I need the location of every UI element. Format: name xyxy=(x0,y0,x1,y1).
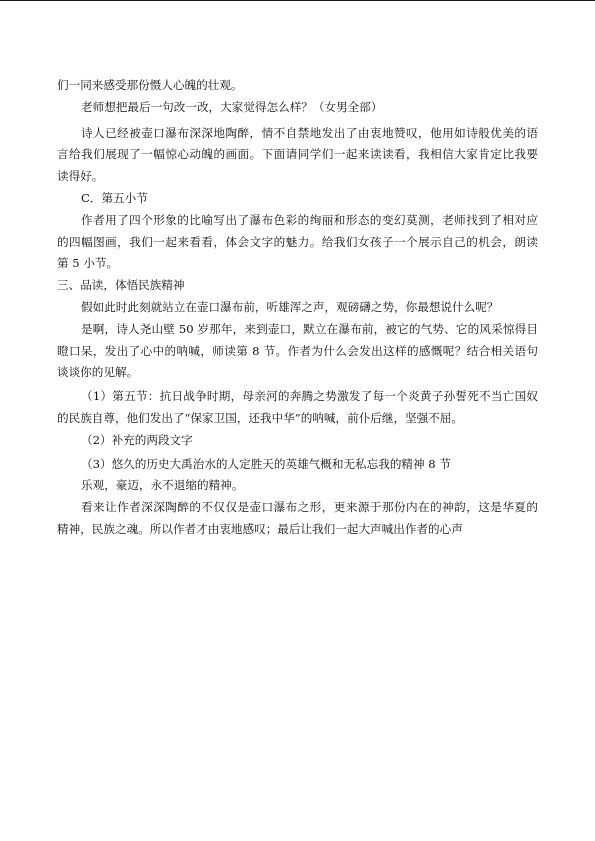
paragraph xyxy=(57,497,538,541)
section-heading xyxy=(57,275,538,297)
list-item xyxy=(57,386,538,430)
text-line: （3）悠久的历史大禹治水的人定胜天的英雄气概和无私忘我的精神 8 节 xyxy=(81,456,451,471)
paragraph xyxy=(57,210,538,275)
text-line: 言给我们展现了一幅惊心动魄的画面。下面请同学们一起来读读看，我相信大家肯定比我要 xyxy=(57,147,538,162)
list-item xyxy=(57,430,538,452)
text-line: 们一同来感受那份慑人心魄的壮观。 xyxy=(57,78,243,92)
text-line: 读得好。 xyxy=(57,169,104,184)
text-line: 的民族自尊，他们发出了“保家卫国，还我中华”的呐喊，前仆后继，坚强不屈。 xyxy=(57,410,464,425)
top-rule xyxy=(0,0,595,1)
paragraph xyxy=(57,123,538,188)
text-line: 精神，民族之魂。所以作者才由衷地感叹；最后让我们一起大声喊出作者的心声 xyxy=(57,521,463,536)
text-line: 诗人已经被壶口瀑布深深地陶醉，情不自禁地发出了由衷地赞叹，他用如诗般优美的语 xyxy=(81,125,538,140)
list-item xyxy=(57,454,538,476)
text-line: 的四幅图画，我们一起来看看，体会文字的魅力。给我们女孩子一个展示自己的机会，朗读 xyxy=(57,234,538,249)
text-line: 是啊，诗人尧山壁 50 岁那年，来到壶口，默立在瀑布前，被它的气势、它的风采惊得目 xyxy=(81,321,538,336)
text-line: 作者用了四个形象的比喻写出了瀑布色彩的绚丽和形态的变幻莫测，老师找到了相对应 xyxy=(81,212,538,227)
text-line: C．第五小节 xyxy=(81,190,148,205)
document-body xyxy=(57,75,538,541)
paragraph xyxy=(57,319,538,384)
paragraph-continuation xyxy=(57,75,538,97)
text-line: （2）补充的两段文字 xyxy=(81,432,193,447)
text-line: 三、品读，体悟民族精神 xyxy=(57,278,185,293)
text-line: 第 5 小节。 xyxy=(57,256,119,271)
text-line: 看来让作者深深陶醉的不仅仅是壶口瀑布之形，更来源于那份内在的神韵，这是华夏的 xyxy=(81,500,538,515)
text-line: 老师想把最后一句改一改，大家觉得怎么样？（女男全部） xyxy=(81,99,383,114)
paragraph xyxy=(57,297,538,319)
text-line: 假如此时此刻就站立在壶口瀑布前，听雄浑之声，观磅礴之势，你最想说什么呢？ xyxy=(81,299,499,314)
paragraph xyxy=(57,475,538,497)
text-line: （1）第五节：抗日战争时期，母亲河的奔腾之势激发了每一个炎黄子孙誓死不当亡国奴 xyxy=(81,389,538,404)
subsection-heading xyxy=(57,188,538,210)
text-line: 瞪口呆，发出了心中的呐喊，师读第 8 节。作者为什么会发出这样的感慨呢？结合相关语句 xyxy=(57,343,538,358)
text-line: 谈谈你的见解。 xyxy=(57,365,139,380)
paragraph xyxy=(57,97,538,119)
text-line: 乐观，豪迈，永不退缩的精神。 xyxy=(81,478,244,493)
